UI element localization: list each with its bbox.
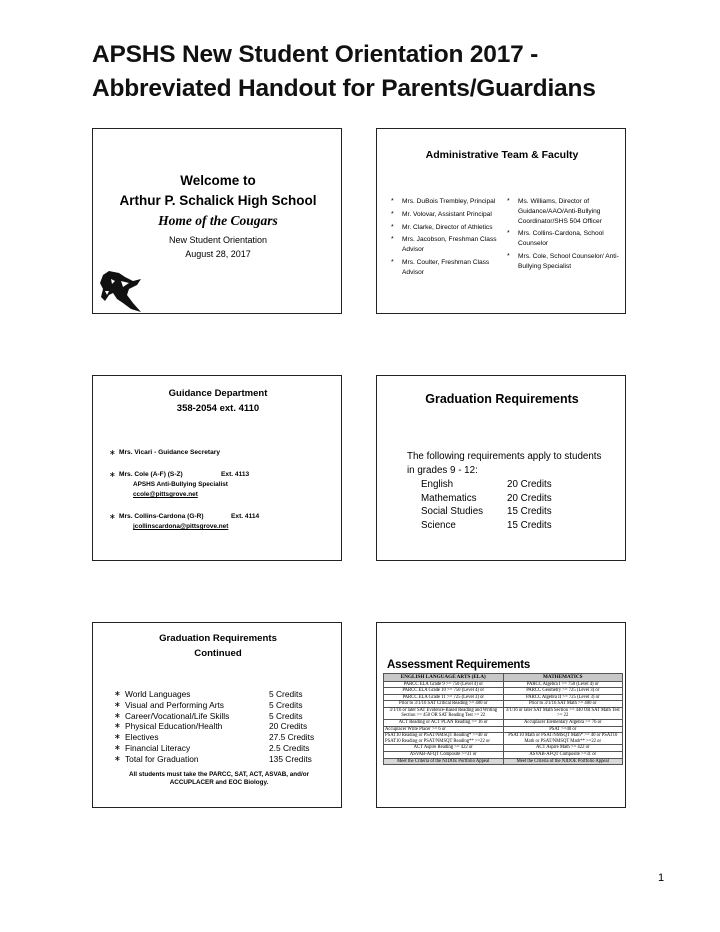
contact-extension: Ext. 4114 (231, 513, 260, 520)
slide-title (93, 386, 342, 416)
table-row (384, 701, 623, 708)
subject: ∗ Visual and Performing Arts (125, 699, 224, 710)
document-title-line2: Abbreviated Handout for Parents/Guardians (92, 75, 596, 102)
assessment-table (383, 673, 623, 765)
credits: 20 Credits (507, 479, 552, 490)
staff-list-left (389, 197, 501, 281)
table-row (384, 752, 623, 759)
credits: 27.5 Credits (269, 732, 315, 743)
table-cell: PSAT10 Math or PSAT/NMSQT Math* >= 40 or PSAT10 Math or PSAT/NMSQT Math** >=22 or (503, 733, 623, 745)
credits: 2.5 Credits (269, 742, 310, 753)
table-header-row (384, 674, 623, 682)
credits: 5 Credits (269, 699, 303, 710)
contact-name: Mrs. Vicari - Guidance Secretary (119, 449, 221, 456)
contact-extension: Ext. 4113 (221, 471, 250, 478)
table-cell: Meet the Criteria of the NJDOE Portfolio Appeal (503, 758, 623, 765)
table-cell: ACT Aspire Reading >= 422 or (384, 745, 504, 752)
list-item (109, 512, 339, 522)
table-row (384, 720, 623, 727)
orientation-date: August 28, 2017 (185, 249, 251, 259)
slide-title-line2: 358-2054 ext. 4110 (176, 403, 260, 414)
subject: ∗ Electives (125, 732, 159, 743)
list-item (113, 689, 333, 700)
orientation-label: New Student Orientation (168, 235, 268, 245)
list-item: * Mr. Volovar, Assistant Principal (389, 210, 501, 220)
table-cell: PSAT >=40 or (503, 726, 623, 733)
table-cell: ASVAB-AFQT Composite >=31 or (384, 752, 504, 759)
table-row (421, 492, 552, 506)
table-cell: PARCC ELA Grade 11 >= 725 (Level 3) or (384, 694, 504, 701)
table-cell: 3/1/16 or later SAT Evidence-Based Reading and Writing Section >= 450 OR SAT Reading Test >= 22 (384, 707, 504, 719)
list-item: * Mrs. Jacobson, Freshman Class Advisor (389, 235, 501, 255)
list-item (109, 470, 339, 480)
list-item (113, 743, 333, 754)
table-cell: ASVAB-AFQT Composite >=31 or (503, 752, 623, 759)
subject: ∗ Financial Literacy (125, 742, 191, 753)
credits: 20 Credits (507, 492, 552, 504)
table-row (384, 745, 623, 752)
table-cell: PARCC Geometry >= 725 (Level 3) or (503, 688, 623, 695)
slide-title-line2: Continued (194, 648, 242, 659)
welcome-text: Welcome to (180, 173, 256, 188)
slide-welcome (92, 128, 342, 314)
list-item: * Mrs. Collins-Cardona, School Counselor (505, 229, 623, 249)
list-item: * Mrs. Coulter, Freshman Class Advisor (389, 258, 501, 278)
requirements-list (113, 689, 333, 765)
table-cell: ACT Aspire Math >= 422 or (503, 745, 623, 752)
slide-graduation-requirements (376, 375, 626, 561)
table-cell: PSAT10 Reading or PSAT/NMSQT Reading* >=40 or PSAT10 Reading or PSAT/NMSQT Reading** >=22 or (384, 733, 504, 745)
table-row (384, 688, 623, 695)
contact-email-link[interactable]: ccole@pittsgrove.net (133, 491, 198, 498)
slide-title (93, 631, 342, 661)
contact-name: Mrs. Collins-Cardona (G-R) (119, 513, 204, 520)
table-cell: 3/1/16 or later SAT Math Section >= 440 OR SAT Math Test >= 22 (503, 707, 623, 719)
contact-email-link[interactable]: jcollinscardona@pittsgrove.net (133, 523, 229, 530)
slide-title: Administrative Team & Faculty (425, 149, 579, 161)
contact-name: Mrs. Cole (A-F) (S-Z) (119, 471, 183, 478)
list-item (113, 732, 333, 743)
slide-title-line1: Graduation Requirements (159, 633, 277, 644)
slide-guidance-department (92, 375, 342, 561)
table-cell: ACT Reading or ACT PLAN Reading >= 16 or (384, 720, 504, 727)
column-header-math: MATHEMATICS (503, 674, 623, 682)
slide-administrative-team (376, 128, 626, 314)
table-row (384, 707, 623, 719)
cougar-icon (99, 269, 145, 313)
subject: Social Studies (421, 506, 484, 518)
document-title (92, 38, 692, 106)
table-cell: PARCC Algebra II >= 725 (Level 3) or (503, 694, 623, 701)
table-cell: Accuplacer Write Placer >= 6 or (384, 726, 504, 733)
school-name: Arthur P. Schalick High School (119, 193, 317, 208)
staff-list-right (505, 197, 623, 275)
table-row (384, 726, 623, 733)
school-motto: Home of the Cougars (158, 213, 278, 228)
list-item (113, 721, 333, 732)
credits: 135 Credits (269, 753, 312, 764)
guidance-list (109, 448, 339, 532)
subject: ∗ Career/Vocational/Life Skills (125, 710, 230, 721)
slide-title-line1: Guidance Department (168, 388, 268, 399)
table-row (421, 519, 552, 533)
list-item: * Mr. Clarke, Director of Athletics (389, 223, 501, 233)
list-item (109, 448, 339, 458)
table-row (421, 505, 552, 519)
subject: Science (421, 519, 456, 531)
credits: 20 Credits (269, 721, 308, 732)
list-item (113, 711, 333, 722)
requirements-table (421, 478, 552, 532)
table-row (384, 694, 623, 701)
slide-title: Assessment Requirements (387, 659, 531, 671)
credits: 5 Credits (269, 710, 303, 721)
table-cell: Accuplacer Elementary Algebra >= 76 or (503, 720, 623, 727)
subject: English (421, 479, 454, 490)
column-header-ela: ENGLISH LANGUAGE ARTS (ELA) (384, 674, 504, 682)
list-item: * Mrs. DuBois Trembley, Principal (389, 197, 501, 207)
subject: ∗ Physical Education/Health (125, 721, 223, 732)
contact-role: APSHS Anti-Bullying Specialist (133, 481, 228, 488)
document-title-line1: APSHS New Student Orientation 2017 - (92, 41, 539, 68)
table-cell: PARCC Algebra I >= 750 (Level 4) or (503, 681, 623, 688)
slide-graduation-requirements-continued (92, 622, 342, 808)
table-cell: Prior to 3/1/16 SAT Critical Reading >= 400 or (384, 701, 504, 708)
subject: ∗ World Languages (125, 689, 191, 699)
table-cell: PARCC ELA Grade 10 >= 750 (Level 4) or (384, 688, 504, 695)
table-cell: Meet the Criteria of the NJDOE Portfolio Appeal (384, 758, 504, 765)
subject: Mathematics (421, 492, 477, 504)
subject: ∗ Total for Graduation (125, 753, 199, 764)
requirements-intro: The following requirements apply to students in grades 9 - 12: (407, 451, 602, 476)
list-item (113, 754, 333, 765)
credits: 5 Credits (269, 689, 303, 699)
testing-note: All students must take the PARCC, SAT, ACT, ASVAB, and/or ACCUPLACER and EOC Biology. (128, 771, 310, 786)
table-row (421, 478, 552, 492)
slide-title: Graduation Requirements (425, 392, 579, 406)
table-row (384, 681, 623, 688)
table-row (384, 733, 623, 745)
list-item: * Ms. Williams, Director of Guidance/AAO/Anti-Bullying Coordinator/SHS 504 Officer (505, 197, 623, 226)
table-row (384, 758, 623, 765)
table-cell: Prior to 3/1/16 SAT Math >= 400 or (503, 701, 623, 708)
list-item (113, 700, 333, 711)
page-number: 1 (658, 872, 665, 884)
slide-assessment-requirements (376, 622, 626, 808)
credits: 15 Credits (507, 519, 552, 531)
table-cell: PARCC ELA Grade 9 >= 750 (Level 4) or (384, 681, 504, 688)
credits: 15 Credits (507, 506, 552, 518)
list-item: * Mrs. Cole, School Counselor/ Anti-Bullying Specialist (505, 252, 623, 272)
